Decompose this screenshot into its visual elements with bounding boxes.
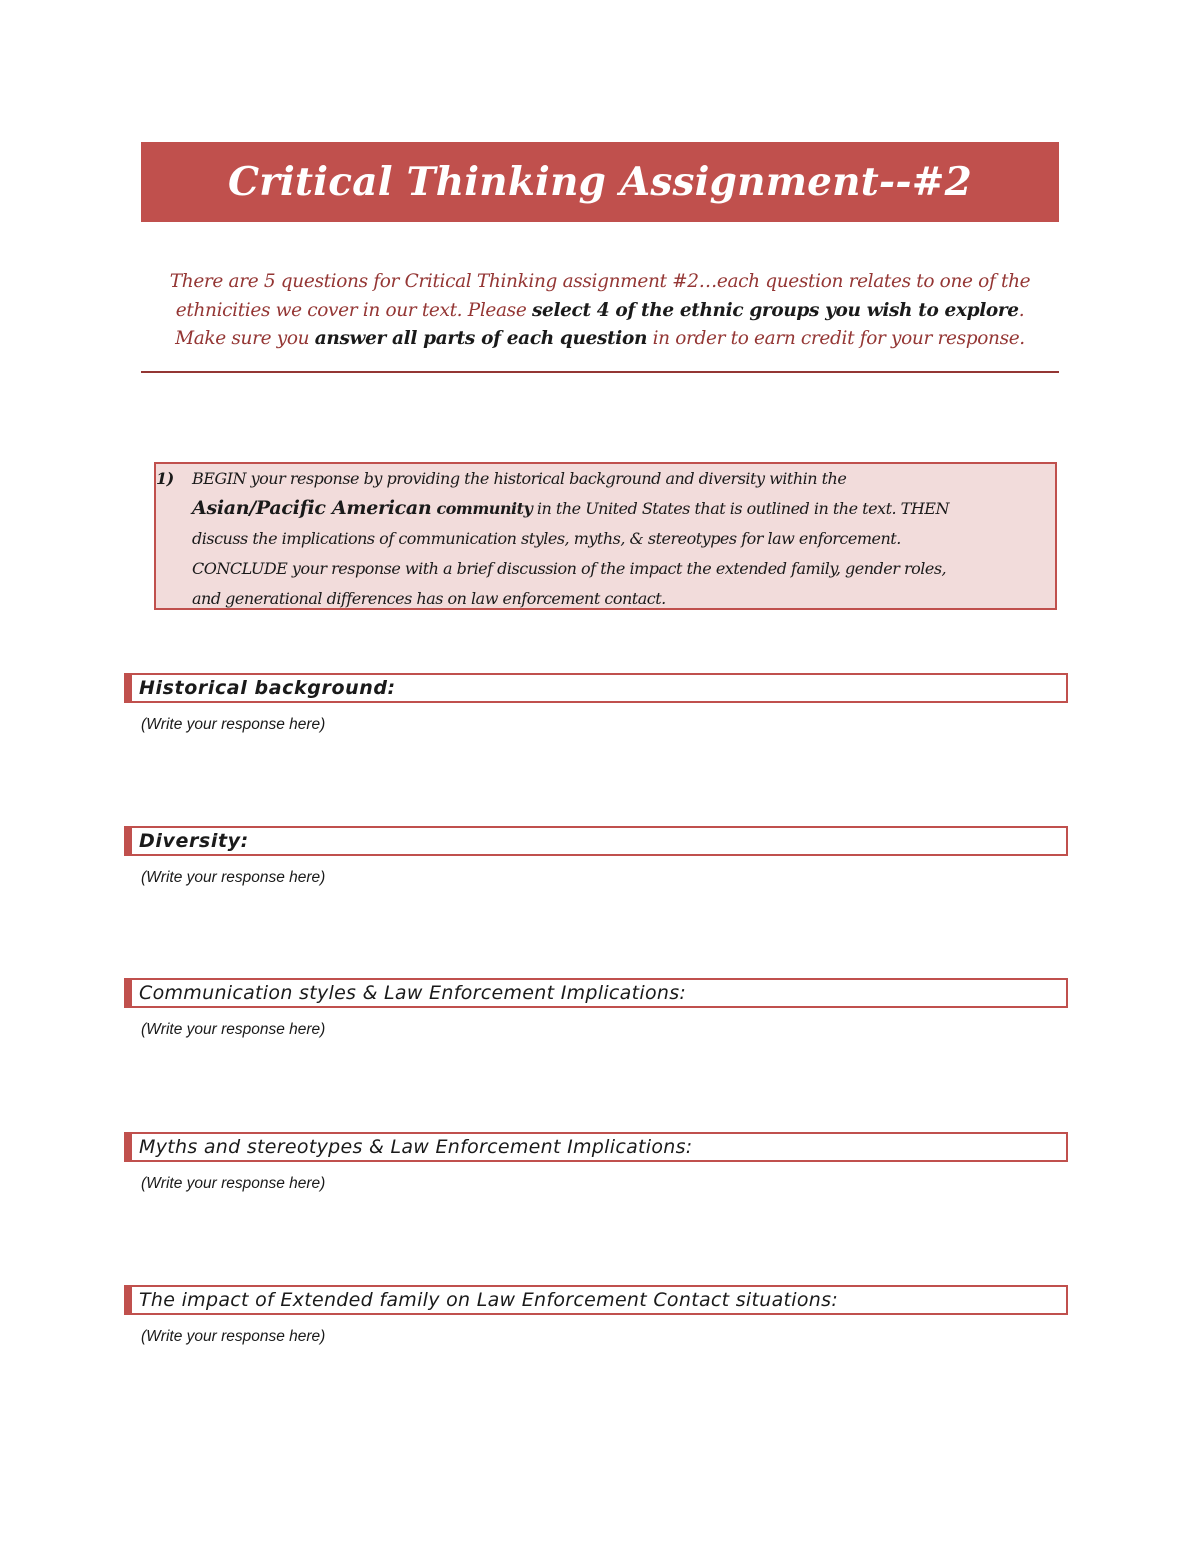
section-label-historical-background: Historical background: [124,673,1068,703]
intro-emphasis-answer: answer all parts of each question [314,328,648,349]
section-label-diversity: Diversity: [124,826,1068,856]
response-field-historical-background[interactable]: (Write your response here) [141,716,326,733]
section-label-myths-stereotypes: Myths and stereotypes & Law Enforcement Implications: [124,1132,1068,1162]
intro-line-2-text: ethnicities we cover in our text. Please [175,299,532,321]
intro-line-3-text: Make sure you [175,328,315,349]
document-title: Critical Thinking Assignment--#2 [228,159,972,205]
intro-line-3-end: in order to earn credit for your response. [647,328,1025,349]
question-line-1: BEGIN your response by providing the historical background and diversity within the [192,469,847,488]
intro-divider [141,371,1059,373]
question-line-5: and generational differences has on law enforcement contact. [192,589,666,608]
intro-line-3 [141,325,1059,354]
intro-line-1: There are 5 questions for Critical Thinking assignment #2…each question relates to one of the [169,271,1031,292]
question-line-3: discuss the implications of communication styles, myths, & stereotypes for law enforcement. [192,529,901,548]
question-line-4: CONCLUDE your response with a brief discussion of the impact the extended family, gender roles, [192,559,947,578]
intro-line-2 [141,297,1059,326]
response-field-myths-stereotypes[interactable]: (Write your response here) [141,1175,326,1192]
intro-paragraph [141,268,1059,354]
question-1-box [154,462,1057,610]
intro-line-2-end: . [1018,299,1025,321]
title-banner [141,142,1059,222]
question-group-community: community [431,499,533,518]
question-group-name: Asian/Pacific American [192,497,432,519]
section-label-communication-styles: Communication styles & Law Enforcement Implications: [124,978,1068,1008]
question-line-2 [192,497,949,519]
question-number: 1) [156,469,174,488]
response-field-diversity[interactable]: (Write your response here) [141,869,326,886]
section-label-extended-family: The impact of Extended family on Law Enforcement Contact situations: [124,1285,1068,1315]
response-field-extended-family[interactable]: (Write your response here) [141,1328,326,1345]
question-line-2-rest: in the United States that is outlined in the text. THEN [532,499,949,518]
intro-emphasis-select: select 4 of the ethnic groups you wish to explore [531,299,1019,321]
response-field-communication-styles[interactable]: (Write your response here) [141,1021,326,1038]
